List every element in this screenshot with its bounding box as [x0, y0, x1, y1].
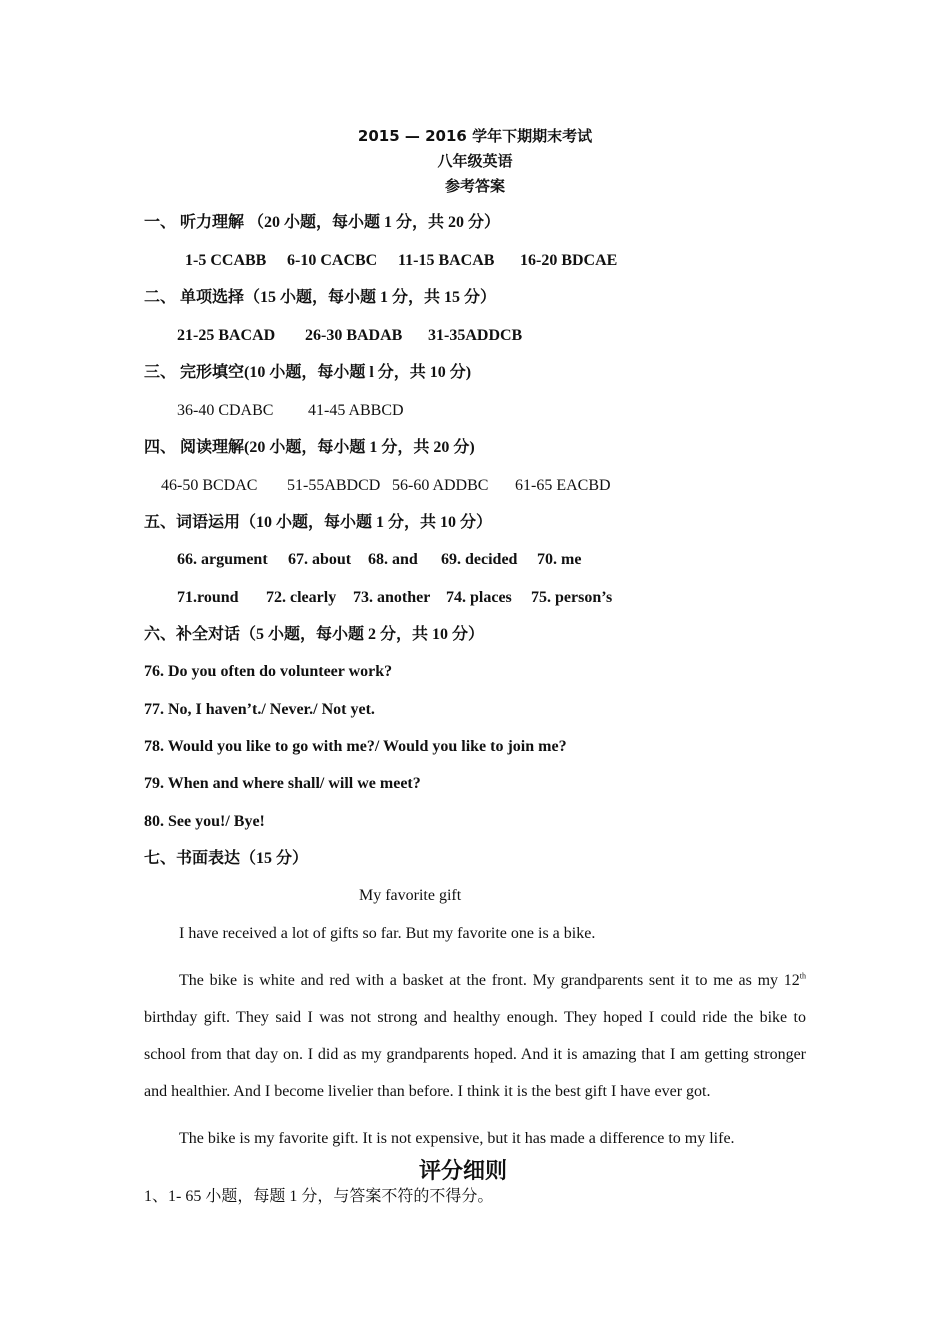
- single-choice-answer: 26-30 BADAB: [305, 327, 403, 344]
- dialogue-answer: 77. No, I haven’t./ Never./ Not yet.: [144, 701, 375, 718]
- section-dialogue-heading: 六、补全对话（5 小题，每小题 2 分，共 10 分）: [144, 626, 485, 643]
- doc-type-label: 参考答案: [444, 177, 505, 195]
- vocabulary-answer: 71.round: [177, 589, 239, 606]
- listening-answer: 1-5 CCABB: [185, 252, 267, 269]
- section-vocabulary-heading: 五、词语运用（10 小题，每小题 1 分，共 10 分）: [144, 514, 493, 531]
- reading-answer: 51-55ABDCD: [287, 477, 381, 494]
- section-reading-heading: 四、 阅读理解(20 小题，每小题 1 分，共 20 分): [144, 439, 475, 456]
- vocabulary-answer: 66. argument: [177, 551, 268, 568]
- vocabulary-answer: 72. clearly: [266, 589, 337, 606]
- essay-paragraph-3: The bike is my favorite gift. It is not expensive, but it has made a difference to my life.: [179, 1130, 735, 1147]
- essay-paragraph-2-rest: birthday gift. They said I was not strong and healthy enough. They hoped I could ride the bike to school from that day on. I did as my grandparents hoped. And it is amazing that I am getting stronger and healthier. And I become livelier than before. I think it is the best gift I have ever got.: [144, 1009, 806, 1100]
- reading-answer: 61-65 EACBD: [515, 477, 611, 494]
- essay-paragraph-1: I have received a lot of gifts so far. But my favorite one is a bike.: [179, 925, 596, 942]
- vocabulary-answer: 68. and: [368, 551, 418, 568]
- essay-title: My favorite gift: [359, 887, 462, 904]
- cloze-answer: 36-40 CDABC: [177, 402, 274, 419]
- ordinal-suffix: th: [799, 971, 806, 981]
- exam-subtitle: 八年级英语: [437, 152, 513, 170]
- essay-paragraph-2-start: The bike is white and red with a basket at the front. My grandparents sent it to me as my 12: [179, 972, 800, 989]
- listening-answer: 6-10 CACBC: [287, 252, 378, 269]
- dialogue-answer: 80. See you!/ Bye!: [144, 813, 265, 830]
- dialogue-answer: 79. When and where shall/ will we meet?: [144, 775, 421, 792]
- vocabulary-answer: 73. another: [353, 589, 431, 606]
- single-choice-answer: 31-35ADDCB: [428, 327, 523, 344]
- cloze-answer: 41-45 ABBCD: [308, 402, 404, 419]
- section-writing-heading: 七、书面表达（15 分）: [144, 850, 309, 867]
- listening-answer: 11-15 BACAB: [398, 252, 495, 269]
- vocabulary-answer: 70. me: [537, 551, 582, 568]
- reading-answer: 56-60 ADDBC: [392, 477, 489, 494]
- section-cloze-heading: 三、 完形填空(10 小题，每小题 l 分，共 10 分): [144, 364, 472, 381]
- vocabulary-answer: 69. decided: [441, 551, 518, 568]
- vocabulary-answer: 67. about: [288, 551, 352, 568]
- section-listening-heading: 一、 听力理解 （20 小题，每小题 1 分，共 20 分）: [144, 214, 501, 231]
- exam-title: 2015 — 2016 学年下期期末考试: [357, 127, 593, 145]
- essay-paragraph-2: [144, 962, 806, 1110]
- scoring-heading: 评分细则: [418, 1159, 507, 1184]
- vocabulary-answer: 74. places: [446, 589, 512, 606]
- scoring-rule-1: 1、1- 65 小题，每题 1 分，与答案不符的不得分。: [144, 1188, 494, 1205]
- listening-answer: 16-20 BDCAE: [520, 252, 618, 269]
- reading-answer: 46-50 BCDAC: [161, 477, 258, 494]
- single-choice-answer: 21-25 BACAD: [177, 327, 276, 344]
- section-single-choice-heading: 二、 单项选择（15 小题，每小题 1 分，共 15 分）: [144, 289, 497, 306]
- vocabulary-answer: 75. person’s: [531, 589, 613, 606]
- dialogue-answer: 78. Would you like to go with me?/ Would you like to join me?: [144, 738, 567, 755]
- dialogue-answer: 76. Do you often do volunteer work?: [144, 663, 393, 680]
